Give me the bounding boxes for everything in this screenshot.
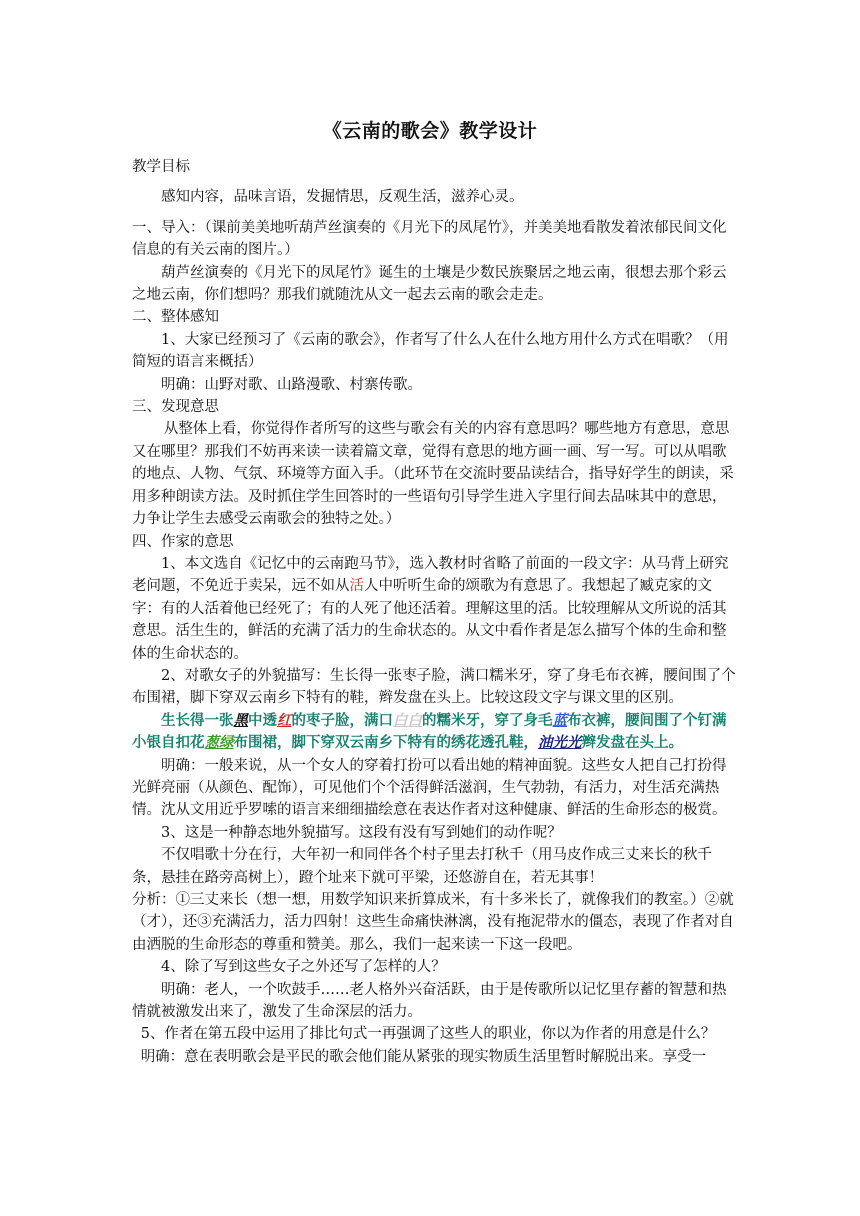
author-p4-answer: 明确：老人，一个吹鼓手……老人格外兴奋活跃，由于是传歌所以记忆里存蓄的智慧和热情就被激发出来了，激发了生命深层的活力。 bbox=[132, 981, 727, 1021]
author-paragraph-3: 3、这是一种静态地外貌描写。这段有没有写到她们的动作呢？ bbox=[161, 824, 562, 841]
hl-text-7: 辫发盘在头上。 bbox=[581, 734, 683, 752]
author-p5-answer: 明确：意在表明歌会是平民的歌会他们能从紧张的现实物质生活里暂时解脱出来。享受一 bbox=[140, 1048, 707, 1065]
highlight-word-live: 活 bbox=[349, 578, 364, 595]
hl-word-green: 葱绿 bbox=[204, 734, 234, 752]
author-paragraph-4: 4、除了写到这些女子之外还写了怎样的人？ bbox=[161, 959, 446, 976]
author-p1-part-a: 1、本文选自《记忆中的云南跑马节》，选入教材时省略了前面的一段文字：从马背上研究老问题，不免近于卖呆，远不如从 bbox=[132, 555, 729, 595]
hl-word-white: 白白 bbox=[393, 711, 422, 729]
author-p1-part-b: 人中听听生命的颂歌为有意思了。我想起了臧克家的文字：有的人活着他已经死了；有的人死了他还活着。理解这里的活。比较理解从文所说的活其意思。活生生的，鲜活的充满了活力的生命状态的。从文中看作者是怎么描写个体的生命和整体的生命状态的。 bbox=[132, 578, 727, 662]
hl-word-blue: 蓝 bbox=[552, 711, 567, 729]
heading-teaching-goal: 教学目标 bbox=[132, 159, 190, 175]
overall-question: 1、大家已经预习了《云南的歌会》，作者写了什么人在什么地方用什么方式在唱歌？（用简短的语言来概括） bbox=[132, 331, 729, 371]
hl-text-2: 中透 bbox=[248, 711, 277, 729]
section-heading-overall: 二、整体感知 bbox=[132, 309, 219, 326]
author-p2-answer: 明确：一般来说，从一个女人的穿着打扮可以看出她的精神面貌。这些女人把自己打扮得光鲜亮丽（从颜色、配饰），可见他们个个活得鲜活滋润，生气勃勃，有活力，对生活充满热情。沈从文用近乎罗嗦的语言来细细描绘意在表达作者对这种健康、鲜活的生命形态的极赏。 bbox=[132, 757, 727, 819]
author-paragraph-5: 5、作者在第五段中运用了排比句式一再强调了这些人的职业，你以为作者的用意是什么？ bbox=[140, 1026, 716, 1043]
hl-text-3: 的枣子脸，满口 bbox=[291, 711, 393, 729]
hl-word-black: 黑 bbox=[233, 711, 248, 729]
document-body bbox=[132, 156, 736, 1068]
document-title: 《云南的歌会》教学设计 bbox=[322, 120, 538, 142]
author-paragraph-1 bbox=[132, 553, 736, 665]
hl-word-shiny: 油光光 bbox=[538, 734, 582, 752]
highlighted-description bbox=[132, 710, 736, 755]
section-heading-meaning: 三、发现意思 bbox=[132, 399, 219, 416]
author-p3-analysis: 分析：①三丈来长（想一想，用数学知识来折算成米，有十多米长了，就像我们的教室。）②就（才），还③充满活力，活力四射！这些生命痛快淋漓，没有拖泥带水的僵态，表现了作者对自由洒脱的生命形态的尊重和赞美。那么，我们一起来读一下这一段吧。 bbox=[132, 892, 734, 953]
overall-answer: 明确：山野对歌、山路漫歌、村寨传歌。 bbox=[161, 376, 422, 393]
section-heading-author: 四、作家的意思 bbox=[132, 533, 234, 550]
meaning-paragraph: 从整体上看，你觉得作者所写的这些与歌会有关的内容有意思吗？哪些地方有意思，意思又在哪里？那我们不妨再来读一读着篇文章，觉得有意思的地方画一画、写一写。可以从唱歌的地点、人物、气氛、环境等方面入手。（此环节在交流时要品读结合，指导好学生的朗读，采用多种朗读方法。及时抓住学生回答时的一些语句引导学生进入字里行间去品味其中的意思，力争让学生去感受云南歌会的独特之处。） bbox=[132, 421, 734, 528]
hl-text-1: 生长得一张 bbox=[161, 711, 234, 729]
goal-paragraph: 感知内容，品味言语，发掘情思，反观生活，滋养心灵。 bbox=[161, 189, 524, 206]
author-p3-text: 不仅唱歌十分在行，大年初一和同伴各个村子里去打秋千（用马皮作成三丈来长的秋千条，悬挂在路旁高树上），蹬个址来下就可平梁，还悠游自在，若无其事！ bbox=[132, 847, 712, 886]
hl-text-6: 布围裙，脚下穿双云南乡下特有的绣花透孔鞋， bbox=[233, 734, 538, 752]
intro-paragraph: 葫芦丝演奏的《月光下的凤尾竹》诞生的土壤是少数民族聚居之地云南，很想去那个彩云之地云南，你们想吗？那我们就随沈从文一起去云南的歌会走走。 bbox=[132, 264, 727, 304]
hl-text-4: 的糯米牙，穿了身毛 bbox=[422, 711, 553, 729]
author-paragraph-2: 2、对歌女子的外貌描写：生长得一张枣子脸，满口糯米牙，穿了身毛布衣裤，腰间围了个布围裙，脚下穿双云南乡下特有的鞋，辫发盘在头上。比较这段文字与课文里的区别。 bbox=[132, 667, 736, 707]
section-intro: 一、导入：（课前美美地听葫芦丝演奏的《月光下的凤尾竹》，并美美地看散发着浓郁民间文化信息的有关云南的图片。） bbox=[132, 219, 727, 259]
hl-text-5: 布衣裤，腰间围了个钉满小银自扣花 bbox=[132, 711, 727, 752]
hl-word-red: 红 bbox=[277, 711, 292, 729]
